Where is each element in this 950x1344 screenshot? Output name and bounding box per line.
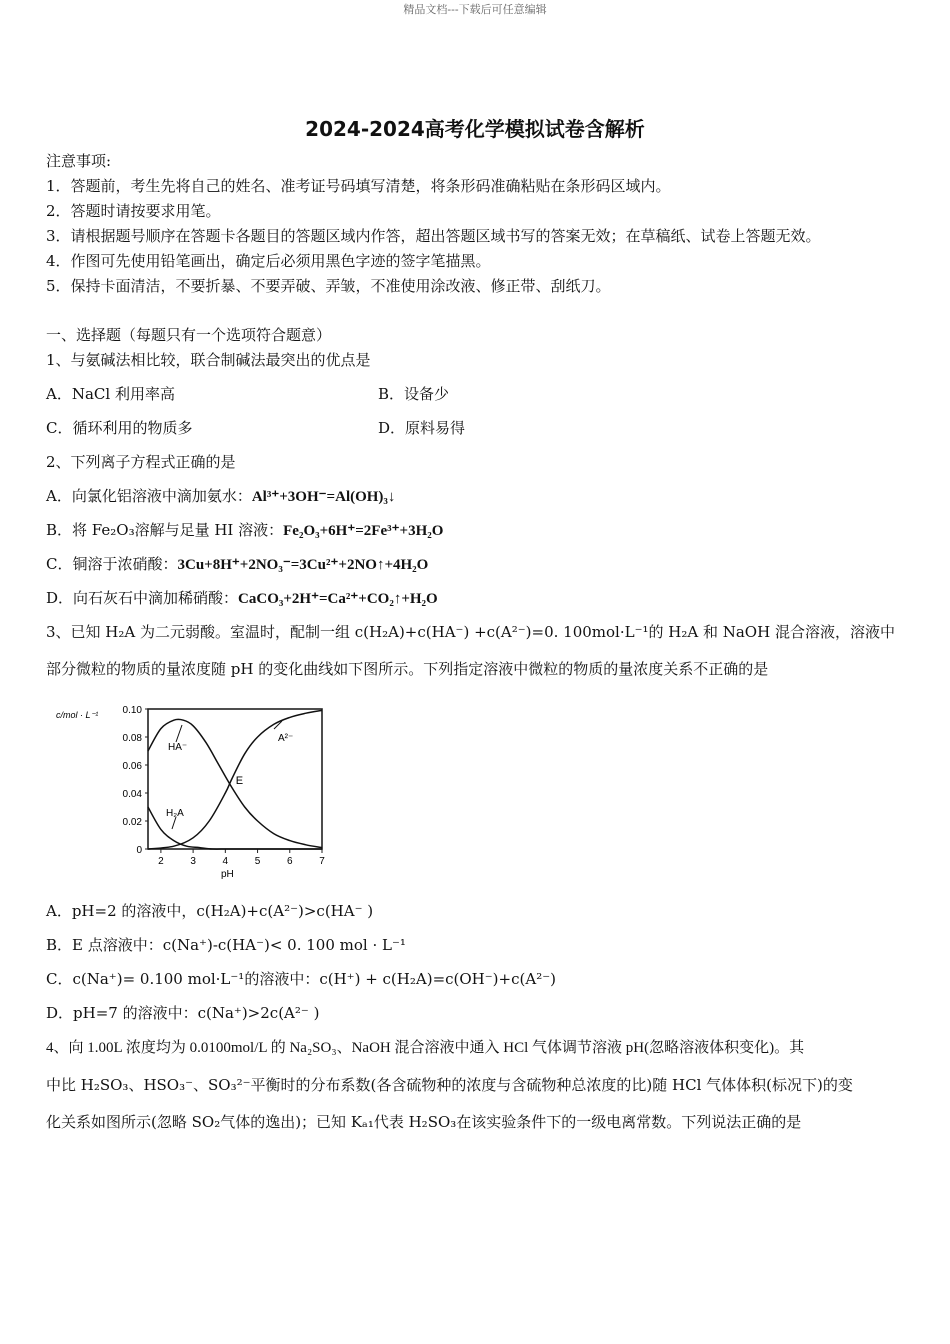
y-tick-label: 0.02: [122, 817, 142, 828]
page-title: 2024-2024高考化学模拟试卷含解析: [305, 117, 645, 141]
note-item: 1．答题前，考生先将自己的姓名、准考证号码填写清楚，将条形码准确粘贴在条形码区域内。: [46, 177, 671, 195]
y-tick-label: 0.10: [122, 705, 142, 716]
question-3-stem-line-2: 部分微粒的物质的量浓度随 pH 的变化曲线如下图所示。下列指定溶液中微粒的物质的量浓度关系不正确的是: [46, 660, 769, 678]
question-2-stem: 2、下列离子方程式正确的是: [46, 453, 236, 471]
x-tick-label: 6: [286, 856, 293, 867]
notes-heading: 注意事项:: [46, 152, 112, 170]
ha-label: HA⁻: [168, 742, 188, 753]
question-1-option-d: D．原料易得: [378, 419, 466, 437]
note-item: 2．答题时请按要求用笔。: [46, 202, 221, 220]
question-3-option-a: A．pH=2 的溶液中，c(H₂A)+c(A²⁻)>c(HA⁻ ): [46, 902, 374, 920]
concentration-ph-chart: [46, 697, 346, 882]
question-1-stem: 1、与氨碱法相比较，联合制碱法最突出的优点是: [46, 351, 371, 369]
question-4-line-2: 中比 H₂SO₃、HSO₃⁻、SO₃²⁻平衡时的分布系数(各含硫物种的浓度与含硫物种总浓度的比)随 HCl 气体体积(标况下)的变: [46, 1076, 853, 1094]
ha-leader: [176, 725, 182, 742]
question-2-option-c: C．铜溶于浓硝酸：3Cu+8H⁺+2NO₃⁻=3Cu²⁺+2NO↑+4H₂O: [46, 555, 429, 573]
x-tick-label: 2: [158, 856, 164, 867]
y-axis-label: c/mol · L⁻¹: [56, 710, 99, 720]
note-item: 4．作图可先使用铅笔画出，确定后必须用黑色字迹的签字笔描黑。: [46, 252, 491, 270]
x-tick-label: 7: [319, 856, 325, 867]
y-tick-label: 0: [136, 845, 142, 856]
question-4-line-1: 4、向 1.00L 浓度均为 0.0100mol/L 的 Na₂SO₃、NaOH 混合溶液中通入 HCl 气体调节溶液 pH(忽略溶液体积变化)。其: [46, 1040, 805, 1056]
note-item: 3．请根据题号顺序在答题卡各题目的答题区域内作答，超出答题区域书写的答案无效；在草稿纸、试卷上答题无效。: [46, 227, 821, 245]
question-4-line-3: 化关系如图所示(忽略 SO₂气体的逸出)；已知 Kₐ₁代表 H₂SO₃在该实验条件下的一级电离常数。下列说法正确的是: [46, 1113, 802, 1131]
question-2-option-b: B．将 Fe₂O₃溶解与足量 HI 溶液：Fe₂O₃+6H⁺=2Fe³⁺+3H₂O: [46, 521, 444, 539]
x-tick-label: 5: [254, 856, 261, 867]
question-2-option-a: A．向氯化铝溶液中滴加氨水：Al³⁺+3OH⁻=Al(OH)₃↓: [46, 487, 396, 505]
question-3-option-d: D．pH=7 的溶液中：c(Na⁺)>2c(A²⁻ ): [46, 1004, 320, 1022]
question-1-option-b: B．设备少: [378, 385, 450, 403]
question-3-stem-line-1: 3、已知 H₂A 为二元弱酸。室温时，配制一组 c(H₂A)+c(HA⁻) +c(A²⁻)=0. 100mol·L⁻¹的 H₂A 和 NaOH 混合溶液，溶液中: [46, 623, 895, 641]
y-tick-label: 0.06: [122, 761, 142, 772]
point-e-label: E: [235, 775, 244, 787]
h2a-label: H₂A: [166, 808, 184, 819]
note-item: 5．保持卡面清洁，不要折暴、不要弄破、弄皱，不准使用涂改液、修正带、刮纸刀。: [46, 277, 611, 295]
question-1-option-c: C．循环利用的物质多: [46, 419, 193, 437]
a2-label: A²⁻: [278, 733, 294, 744]
x-axis-label: pH: [221, 869, 234, 880]
question-1-option-a: A．NaCl 利用率高: [46, 385, 175, 403]
section-heading: 一、选择题（每题只有一个选项符合题意）: [46, 326, 332, 344]
x-tick-label: 4: [222, 856, 229, 867]
question-3-option-b: B．E 点溶液中：c(Na⁺)-c(HA⁻)< 0. 100 mol · L⁻¹: [46, 936, 406, 954]
x-tick-label: 3: [190, 856, 196, 867]
y-tick-label: 0.04: [122, 789, 142, 800]
page-header: 精品文档---下载后可任意编辑: [403, 3, 547, 16]
y-tick-label: 0.08: [122, 733, 142, 744]
question-2-option-d: D．向石灰石中滴加稀硝酸：CaCO₃+2H⁺=Ca²⁺+CO₂↑+H₂O: [46, 589, 438, 607]
question-3-option-c: C．c(Na⁺)= 0.100 mol·L⁻¹的溶液中：c(H⁺) + c(H₂A)=c(OH⁻)+c(A²⁻): [46, 970, 556, 988]
